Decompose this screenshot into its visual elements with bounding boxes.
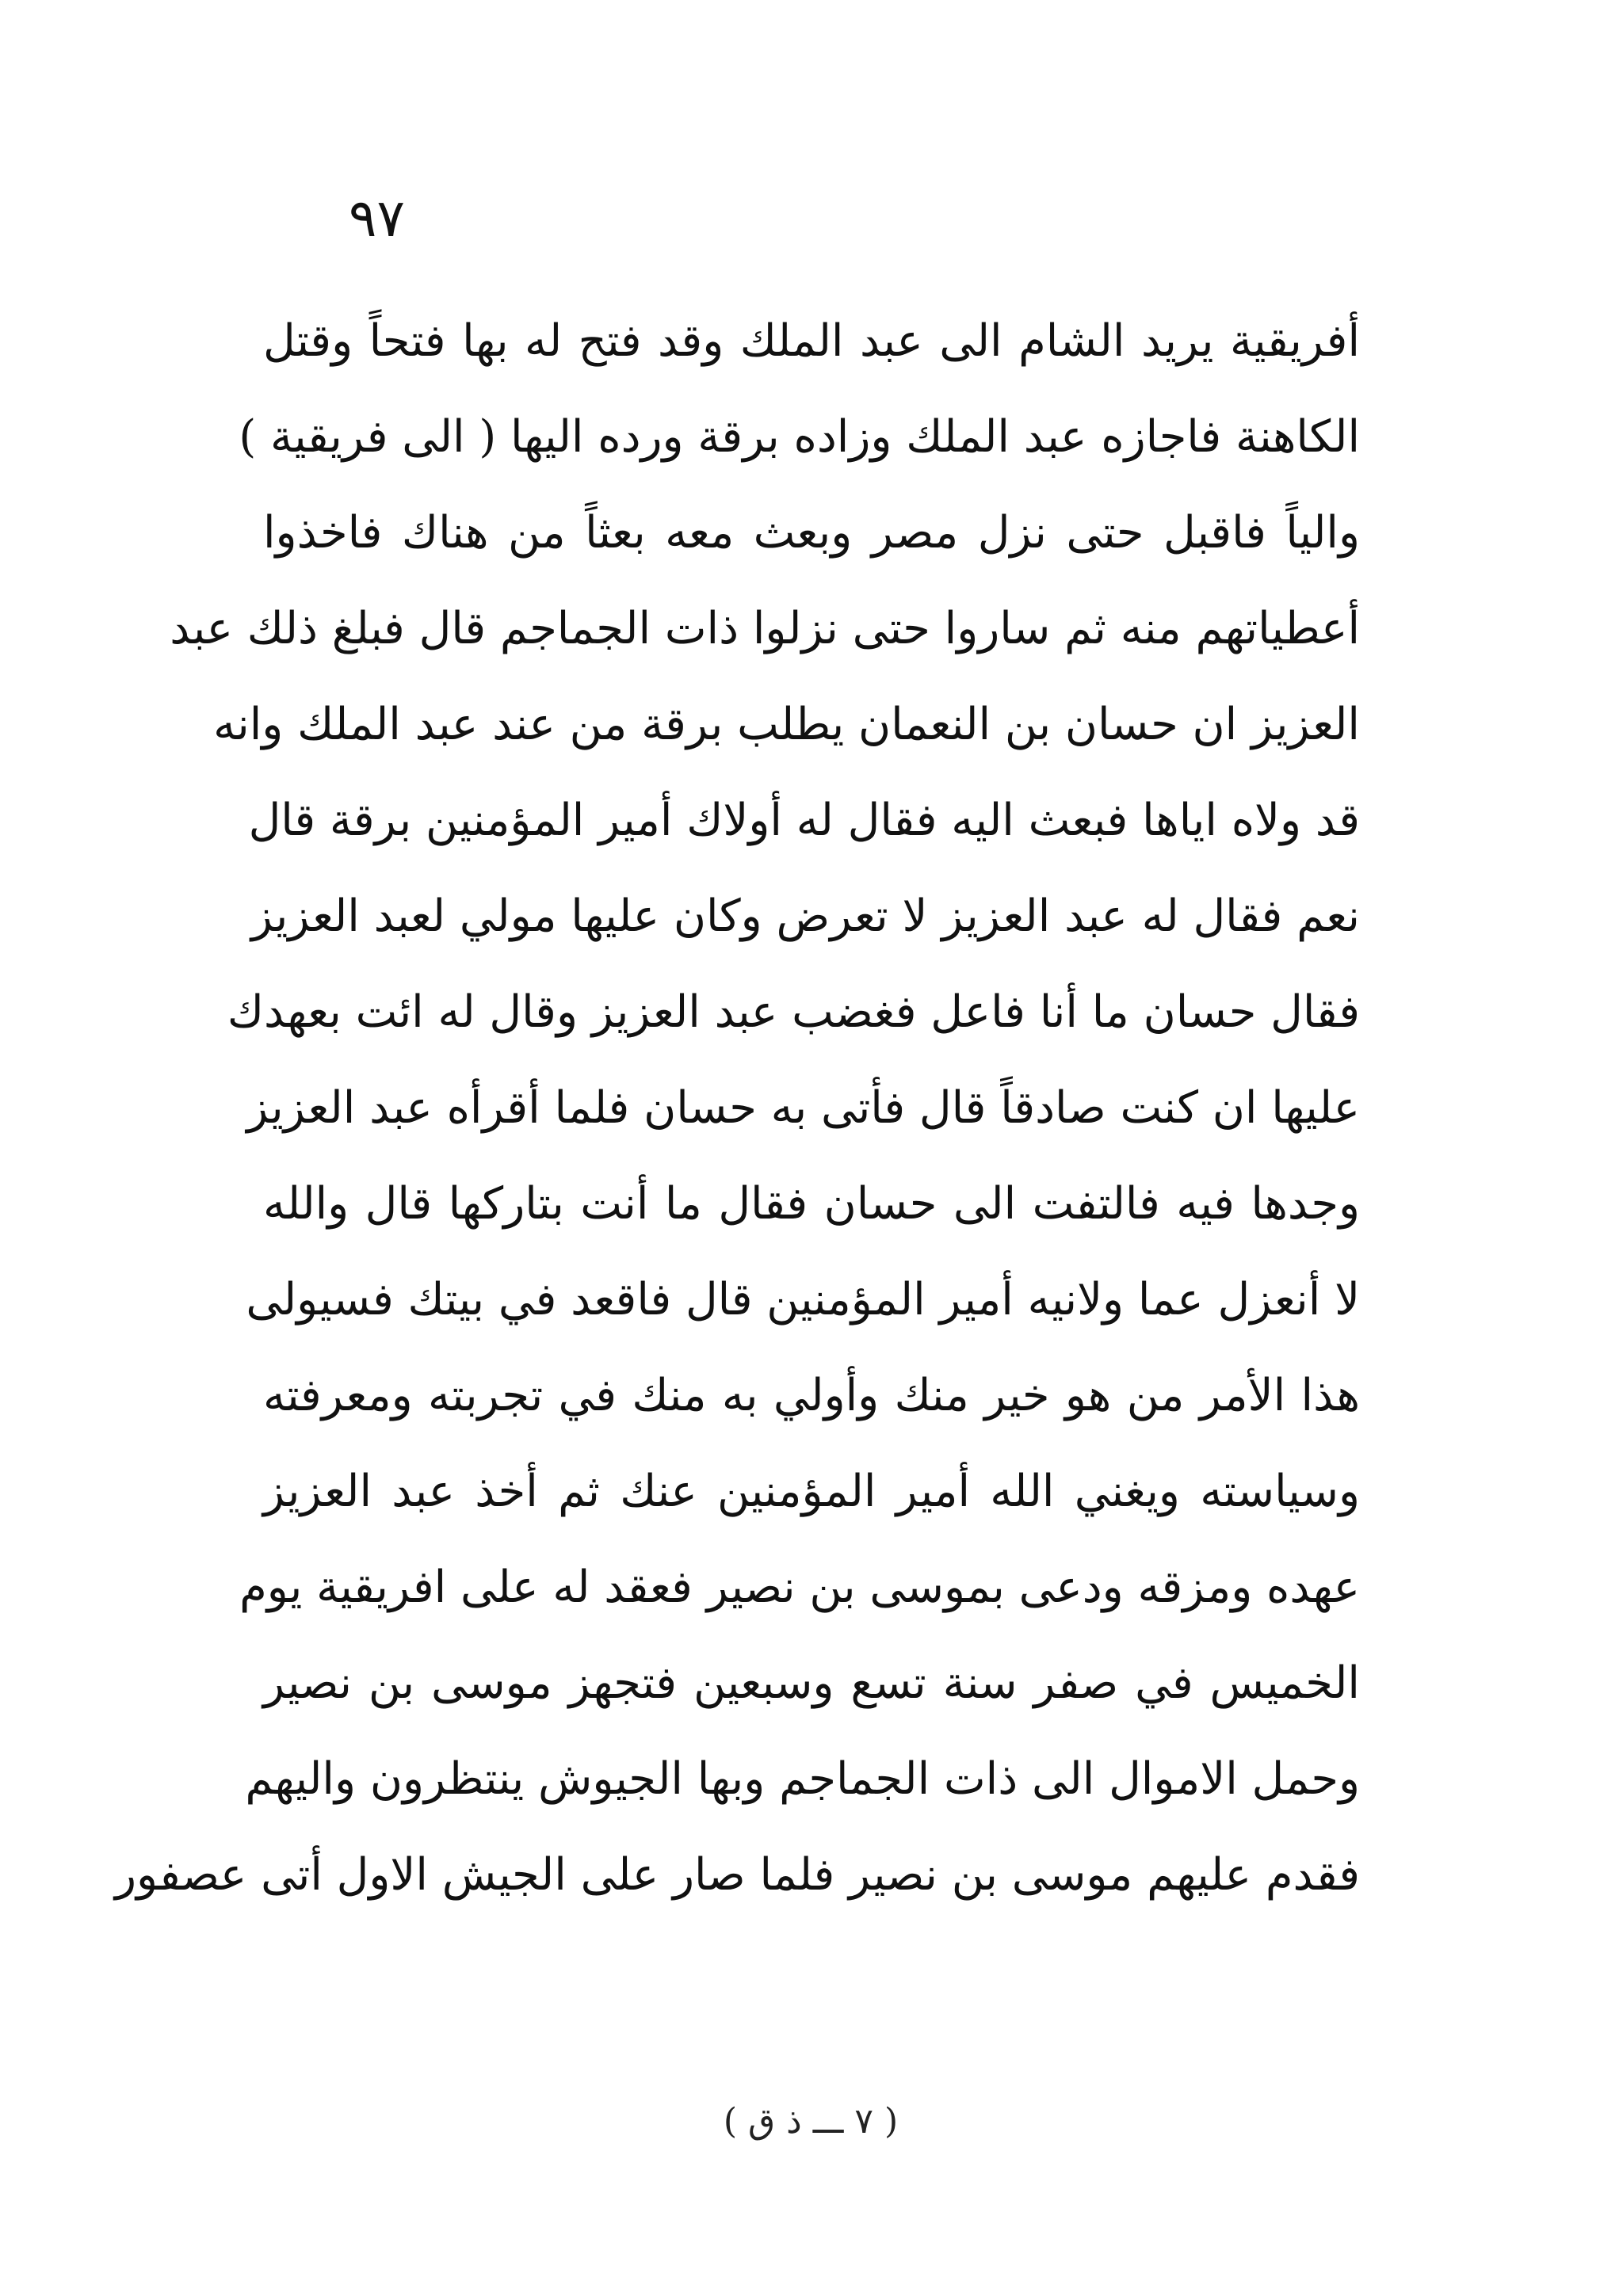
text-line: العزيز ان حسان بن النعمان يطلب برقة من عند عبد الملك وانه [213, 699, 1360, 750]
text-line: وسياسته ويغني الله أمير المؤمنين عنك ثم أخذ عبد العزيز [263, 1466, 1360, 1517]
text-line: الكاهنة فاجازه عبد الملك وزاده برقة ورده اليها ( الى فريقية ) [239, 411, 1360, 463]
text-line: قد ولاه اياها فبعث اليه فقال له أولاك أمير المؤمنين برقة قال [248, 795, 1360, 846]
text-line: الخميس في صفر سنة تسع وسبعين فتجهز موسى بن نصير [263, 1657, 1360, 1709]
page-number: ٩٧ [349, 188, 405, 249]
body-text [114, 293, 1361, 1923]
text-line: لا أنعزل عما ولانيه أمير المؤمنين قال فاقعد في بيتك فسيولى [246, 1274, 1360, 1325]
text-line: فقال حسان ما أنا فاعل فغضب عبد العزيز وقال له ائت بعهدك [227, 986, 1360, 1038]
text-line: عهده ومزقه ودعى بموسى بن نصير فعقد له على افريقية يوم [239, 1562, 1360, 1613]
text-line: أعطياتهم منه ثم ساروا حتى نزلوا ذات الجماجم قال فبلغ ذلك عبد [170, 603, 1360, 654]
text-line: وجدها فيه فالتفت الى حسان فقال ما أنت بتاركها قال والله [263, 1178, 1360, 1230]
text-line: والياً فاقبل حتى نزل مصر وبعث معه بعثاً من هناك فاخذوا [263, 507, 1361, 559]
text-line: فقدم عليهم موسى بن نصير فلما صار على الجيش الاول أتى عصفور [114, 1849, 1360, 1901]
text-line: عليها ان كنت صادقاً قال فأتى به حسان فلما أقرأه عبد العزيز [246, 1082, 1360, 1134]
text-line: نعم فقال له عبد العزيز لا تعرض وكان عليها مولي لعبد العزيز [250, 891, 1360, 942]
text-line: هذا الأمر من هو خير منك وأولي به منك في تجربته ومعرفته [263, 1370, 1360, 1421]
signature-mark: ( ٧ ـــ ذ ق ) [723, 2101, 899, 2142]
text-line: وحمل الاموال الى ذات الجماجم وبها الجيوش ينتظرون واليهم [245, 1753, 1360, 1805]
text-line: أفريقية يريد الشام الى عبد الملك وقد فتح له بها فتحاً وقتل [263, 315, 1360, 367]
